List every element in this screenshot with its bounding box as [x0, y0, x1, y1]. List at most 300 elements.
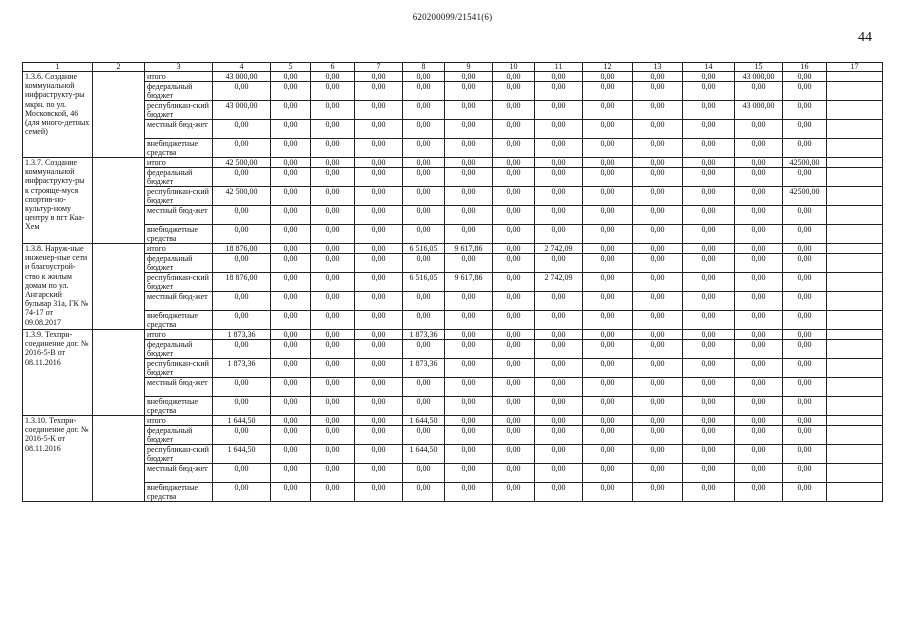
value-cell: 0,00	[735, 82, 783, 101]
column-2-cell	[93, 330, 145, 416]
value-cell: 0,00	[403, 340, 445, 359]
value-cell: 0,00	[311, 273, 355, 292]
table-row	[23, 254, 883, 273]
value-cell: 1 873,36	[403, 359, 445, 378]
funding-source: итого	[145, 244, 213, 254]
value-cell: 0,00	[271, 483, 311, 502]
value-cell: 0,00	[783, 139, 827, 158]
value-cell: 43 000,00	[213, 101, 271, 120]
value-cell: 43 000,00	[213, 72, 271, 82]
value-cell: 0,00	[445, 340, 493, 359]
value-cell: 0,00	[633, 168, 683, 187]
value-cell: 0,00	[633, 101, 683, 120]
column-number-2: 2	[93, 63, 145, 72]
value-cell: 0,00	[683, 340, 735, 359]
column-17-cell	[827, 244, 883, 254]
value-cell: 0,00	[355, 464, 403, 483]
value-cell: 0,00	[271, 292, 311, 311]
value-cell: 0,00	[355, 340, 403, 359]
value-cell: 0,00	[355, 330, 403, 340]
column-number-row	[23, 63, 883, 72]
value-cell: 0,00	[583, 139, 633, 158]
value-cell: 0,00	[683, 330, 735, 340]
value-cell: 0,00	[535, 139, 583, 158]
table-row	[23, 82, 883, 101]
value-cell: 0,00	[271, 187, 311, 206]
value-cell: 0,00	[445, 483, 493, 502]
value-cell: 0,00	[355, 244, 403, 254]
value-cell: 0,00	[271, 340, 311, 359]
value-cell: 0,00	[493, 378, 535, 397]
value-cell: 0,00	[633, 187, 683, 206]
value-cell: 0,00	[213, 311, 271, 330]
value-cell: 0,00	[355, 101, 403, 120]
value-cell: 0,00	[583, 101, 633, 120]
column-17-cell	[827, 225, 883, 244]
value-cell: 0,00	[633, 445, 683, 464]
value-cell: 0,00	[271, 311, 311, 330]
value-cell: 0,00	[445, 416, 493, 426]
value-cell: 0,00	[735, 187, 783, 206]
value-cell: 0,00	[403, 225, 445, 244]
value-cell: 0,00	[535, 397, 583, 416]
value-cell: 0,00	[213, 82, 271, 101]
value-cell: 42500,00	[783, 187, 827, 206]
funding-source: местный бюд-жет	[145, 206, 213, 225]
column-17-cell	[827, 426, 883, 445]
value-cell: 0,00	[445, 72, 493, 82]
column-number-1: 1	[23, 63, 93, 72]
value-cell: 1 873,36	[213, 330, 271, 340]
value-cell: 0,00	[783, 359, 827, 378]
value-cell: 0,00	[311, 206, 355, 225]
value-cell: 0,00	[683, 273, 735, 292]
value-cell: 0,00	[311, 416, 355, 426]
value-cell: 0,00	[355, 378, 403, 397]
table-row	[23, 244, 883, 254]
value-cell: 1 644,50	[403, 445, 445, 464]
table-row	[23, 445, 883, 464]
value-cell: 0,00	[783, 340, 827, 359]
value-cell: 0,00	[583, 378, 633, 397]
value-cell: 0,00	[445, 330, 493, 340]
value-cell: 0,00	[583, 483, 633, 502]
value-cell: 0,00	[493, 330, 535, 340]
table-row	[23, 101, 883, 120]
value-cell: 0,00	[583, 445, 633, 464]
value-cell: 0,00	[445, 206, 493, 225]
value-cell: 0,00	[583, 340, 633, 359]
value-cell: 0,00	[583, 292, 633, 311]
page-number: 44	[858, 30, 872, 45]
value-cell: 0,00	[213, 254, 271, 273]
table-row	[23, 464, 883, 483]
column-number-9: 9	[445, 63, 493, 72]
value-cell: 0,00	[311, 292, 355, 311]
column-17-cell	[827, 330, 883, 340]
value-cell: 0,00	[583, 168, 633, 187]
value-cell: 0,00	[311, 378, 355, 397]
value-cell: 0,00	[735, 359, 783, 378]
value-cell: 0,00	[355, 187, 403, 206]
value-cell: 0,00	[683, 120, 735, 139]
measure-name: 1.3.8. Наруж-ные инженер-ные сети и благоустрой-ство к жилым домам по ул. Ангарский бульвар 31а, ГК № 74-17 от 09.08.2017	[23, 244, 93, 330]
value-cell: 0,00	[403, 187, 445, 206]
value-cell: 0,00	[445, 187, 493, 206]
value-cell: 0,00	[493, 397, 535, 416]
value-cell: 0,00	[633, 378, 683, 397]
value-cell: 0,00	[633, 72, 683, 82]
value-cell: 0,00	[355, 359, 403, 378]
column-17-cell	[827, 206, 883, 225]
funding-source: местный бюд-жет	[145, 378, 213, 397]
value-cell: 0,00	[683, 311, 735, 330]
value-cell: 0,00	[271, 378, 311, 397]
value-cell: 0,00	[535, 72, 583, 82]
column-number-11: 11	[535, 63, 583, 72]
column-17-cell	[827, 464, 883, 483]
value-cell: 0,00	[213, 206, 271, 225]
column-17-cell	[827, 187, 883, 206]
value-cell: 0,00	[355, 445, 403, 464]
value-cell: 0,00	[311, 120, 355, 139]
column-number-13: 13	[633, 63, 683, 72]
funding-source: внебюджетные средства	[145, 483, 213, 502]
value-cell: 0,00	[311, 483, 355, 502]
table-body	[23, 72, 883, 502]
value-cell: 0,00	[213, 225, 271, 244]
value-cell: 0,00	[311, 426, 355, 445]
table-row	[23, 72, 883, 82]
value-cell: 0,00	[683, 187, 735, 206]
value-cell: 0,00	[633, 244, 683, 254]
table-row	[23, 225, 883, 244]
value-cell: 0,00	[271, 426, 311, 445]
value-cell: 0,00	[633, 225, 683, 244]
column-17-cell	[827, 397, 883, 416]
funding-source: итого	[145, 330, 213, 340]
value-cell: 0,00	[735, 378, 783, 397]
value-cell: 0,00	[583, 254, 633, 273]
value-cell: 0,00	[735, 292, 783, 311]
value-cell: 0,00	[403, 311, 445, 330]
value-cell: 42500,00	[783, 158, 827, 168]
value-cell: 0,00	[583, 206, 633, 225]
value-cell: 0,00	[535, 378, 583, 397]
value-cell: 0,00	[311, 101, 355, 120]
value-cell: 0,00	[403, 206, 445, 225]
value-cell: 0,00	[271, 254, 311, 273]
value-cell: 0,00	[213, 292, 271, 311]
value-cell: 0,00	[535, 292, 583, 311]
table-row	[23, 206, 883, 225]
value-cell: 0,00	[355, 292, 403, 311]
value-cell: 0,00	[683, 359, 735, 378]
value-cell: 0,00	[403, 101, 445, 120]
value-cell: 0,00	[535, 416, 583, 426]
value-cell: 0,00	[311, 187, 355, 206]
value-cell: 0,00	[735, 273, 783, 292]
table-row	[23, 426, 883, 445]
value-cell: 0,00	[403, 120, 445, 139]
value-cell: 0,00	[445, 254, 493, 273]
value-cell: 0,00	[633, 273, 683, 292]
value-cell: 0,00	[683, 101, 735, 120]
value-cell: 0,00	[633, 340, 683, 359]
value-cell: 0,00	[735, 426, 783, 445]
column-17-cell	[827, 158, 883, 168]
value-cell: 0,00	[403, 464, 445, 483]
value-cell: 0,00	[311, 72, 355, 82]
value-cell: 0,00	[403, 254, 445, 273]
value-cell: 0,00	[271, 359, 311, 378]
value-cell: 0,00	[583, 397, 633, 416]
column-number-3: 3	[145, 63, 213, 72]
value-cell: 0,00	[633, 416, 683, 426]
value-cell: 0,00	[445, 378, 493, 397]
value-cell: 1 644,50	[213, 445, 271, 464]
value-cell: 0,00	[493, 292, 535, 311]
column-number-6: 6	[311, 63, 355, 72]
value-cell: 0,00	[735, 244, 783, 254]
value-cell: 0,00	[445, 101, 493, 120]
value-cell: 0,00	[683, 292, 735, 311]
value-cell: 0,00	[535, 445, 583, 464]
value-cell: 0,00	[783, 101, 827, 120]
value-cell: 0,00	[355, 158, 403, 168]
value-cell: 0,00	[583, 464, 633, 483]
value-cell: 0,00	[493, 187, 535, 206]
value-cell: 0,00	[493, 120, 535, 139]
value-cell: 0,00	[271, 397, 311, 416]
value-cell: 0,00	[535, 225, 583, 244]
table-row	[23, 168, 883, 187]
value-cell: 0,00	[783, 378, 827, 397]
table-row	[23, 158, 883, 168]
column-number-7: 7	[355, 63, 403, 72]
value-cell: 0,00	[683, 206, 735, 225]
value-cell: 0,00	[683, 139, 735, 158]
value-cell: 0,00	[633, 292, 683, 311]
value-cell: 0,00	[535, 483, 583, 502]
value-cell: 0,00	[311, 158, 355, 168]
value-cell: 0,00	[355, 72, 403, 82]
value-cell: 18 876,00	[213, 273, 271, 292]
value-cell: 0,00	[783, 464, 827, 483]
column-number-14: 14	[683, 63, 735, 72]
value-cell: 0,00	[311, 244, 355, 254]
column-17-cell	[827, 340, 883, 359]
value-cell: 0,00	[535, 464, 583, 483]
value-cell: 0,00	[493, 254, 535, 273]
value-cell: 0,00	[783, 483, 827, 502]
value-cell: 18 876,00	[213, 244, 271, 254]
value-cell: 0,00	[355, 206, 403, 225]
table-row	[23, 416, 883, 426]
value-cell: 0,00	[403, 72, 445, 82]
funding-source: федеральный бюджет	[145, 254, 213, 273]
value-cell: 0,00	[445, 311, 493, 330]
value-cell: 0,00	[271, 101, 311, 120]
value-cell: 0,00	[213, 426, 271, 445]
column-17-cell	[827, 359, 883, 378]
value-cell: 0,00	[683, 244, 735, 254]
value-cell: 0,00	[683, 397, 735, 416]
column-17-cell	[827, 120, 883, 139]
value-cell: 0,00	[403, 292, 445, 311]
value-cell: 0,00	[355, 120, 403, 139]
value-cell: 0,00	[271, 330, 311, 340]
column-17-cell	[827, 445, 883, 464]
value-cell: 0,00	[445, 158, 493, 168]
column-number-16: 16	[783, 63, 827, 72]
column-17-cell	[827, 101, 883, 120]
value-cell: 0,00	[403, 426, 445, 445]
value-cell: 0,00	[213, 464, 271, 483]
column-2-cell	[93, 244, 145, 330]
value-cell: 0,00	[583, 244, 633, 254]
table-row	[23, 378, 883, 397]
value-cell: 0,00	[355, 416, 403, 426]
column-17-cell	[827, 292, 883, 311]
table-row	[23, 311, 883, 330]
value-cell: 0,00	[445, 120, 493, 139]
value-cell: 0,00	[355, 254, 403, 273]
value-cell: 0,00	[583, 416, 633, 426]
value-cell: 0,00	[493, 311, 535, 330]
value-cell: 0,00	[355, 82, 403, 101]
value-cell: 0,00	[445, 225, 493, 244]
value-cell: 0,00	[535, 206, 583, 225]
value-cell: 0,00	[493, 464, 535, 483]
funding-source: федеральный бюджет	[145, 426, 213, 445]
value-cell: 0,00	[311, 397, 355, 416]
funding-source: республикан-ский бюджет	[145, 187, 213, 206]
value-cell: 0,00	[535, 254, 583, 273]
column-17-cell	[827, 72, 883, 82]
value-cell: 0,00	[535, 101, 583, 120]
value-cell: 0,00	[493, 359, 535, 378]
budget-table	[22, 62, 883, 502]
value-cell: 0,00	[633, 397, 683, 416]
value-cell: 0,00	[583, 187, 633, 206]
value-cell: 0,00	[493, 206, 535, 225]
value-cell: 0,00	[311, 445, 355, 464]
value-cell: 0,00	[735, 139, 783, 158]
column-2-cell	[93, 416, 145, 502]
value-cell: 0,00	[311, 311, 355, 330]
value-cell: 0,00	[271, 82, 311, 101]
value-cell: 6 516,05	[403, 273, 445, 292]
value-cell: 0,00	[271, 139, 311, 158]
value-cell: 0,00	[493, 416, 535, 426]
value-cell: 9 617,86	[445, 273, 493, 292]
value-cell: 0,00	[735, 225, 783, 244]
value-cell: 0,00	[311, 330, 355, 340]
value-cell: 0,00	[493, 340, 535, 359]
value-cell: 0,00	[271, 206, 311, 225]
value-cell: 0,00	[535, 311, 583, 330]
value-cell: 0,00	[535, 187, 583, 206]
value-cell: 0,00	[633, 311, 683, 330]
table-row	[23, 340, 883, 359]
value-cell: 0,00	[493, 445, 535, 464]
value-cell: 0,00	[735, 120, 783, 139]
funding-source: федеральный бюджет	[145, 168, 213, 187]
value-cell: 0,00	[633, 464, 683, 483]
funding-source: внебюджетные средства	[145, 397, 213, 416]
value-cell: 0,00	[783, 72, 827, 82]
value-cell: 0,00	[583, 82, 633, 101]
value-cell: 6 516,05	[403, 244, 445, 254]
column-17-cell	[827, 168, 883, 187]
table-row	[23, 330, 883, 340]
value-cell: 0,00	[633, 254, 683, 273]
value-cell: 0,00	[493, 72, 535, 82]
value-cell: 0,00	[783, 82, 827, 101]
value-cell: 0,00	[311, 359, 355, 378]
column-number-12: 12	[583, 63, 633, 72]
column-2-cell	[93, 72, 145, 158]
value-cell: 0,00	[683, 168, 735, 187]
funding-source: республикан-ский бюджет	[145, 273, 213, 292]
value-cell: 0,00	[633, 426, 683, 445]
value-cell: 0,00	[735, 168, 783, 187]
funding-source: внебюджетные средства	[145, 139, 213, 158]
value-cell: 0,00	[403, 378, 445, 397]
value-cell: 0,00	[445, 139, 493, 158]
value-cell: 0,00	[535, 82, 583, 101]
column-17-cell	[827, 416, 883, 426]
value-cell: 0,00	[783, 445, 827, 464]
value-cell: 0,00	[535, 168, 583, 187]
funding-source: федеральный бюджет	[145, 82, 213, 101]
column-17-cell	[827, 311, 883, 330]
funding-source: внебюджетные средства	[145, 225, 213, 244]
value-cell: 0,00	[493, 483, 535, 502]
measure-name: 1.3.7. Создание коммунальной инфраструкту-ры к строяще-муся спортив-но-культур-ному центру в пгт Каа-Хем	[23, 158, 93, 244]
table-row	[23, 397, 883, 416]
column-17-cell	[827, 273, 883, 292]
value-cell: 0,00	[311, 340, 355, 359]
value-cell: 0,00	[783, 254, 827, 273]
column-17-cell	[827, 82, 883, 101]
value-cell: 1 873,36	[403, 330, 445, 340]
value-cell: 0,00	[783, 292, 827, 311]
column-17-cell	[827, 378, 883, 397]
value-cell: 42 500,00	[213, 158, 271, 168]
value-cell: 0,00	[355, 273, 403, 292]
value-cell: 2 742,09	[535, 244, 583, 254]
column-number-8: 8	[403, 63, 445, 72]
funding-source: внебюджетные средства	[145, 311, 213, 330]
value-cell: 0,00	[311, 254, 355, 273]
value-cell: 0,00	[493, 101, 535, 120]
value-cell: 0,00	[445, 426, 493, 445]
value-cell: 0,00	[311, 82, 355, 101]
value-cell: 0,00	[683, 225, 735, 244]
value-cell: 0,00	[683, 158, 735, 168]
value-cell: 0,00	[683, 464, 735, 483]
value-cell: 0,00	[271, 445, 311, 464]
value-cell: 0,00	[403, 158, 445, 168]
value-cell: 0,00	[735, 464, 783, 483]
value-cell: 0,00	[445, 82, 493, 101]
value-cell: 0,00	[683, 378, 735, 397]
value-cell: 0,00	[535, 158, 583, 168]
value-cell: 0,00	[445, 359, 493, 378]
value-cell: 0,00	[735, 158, 783, 168]
